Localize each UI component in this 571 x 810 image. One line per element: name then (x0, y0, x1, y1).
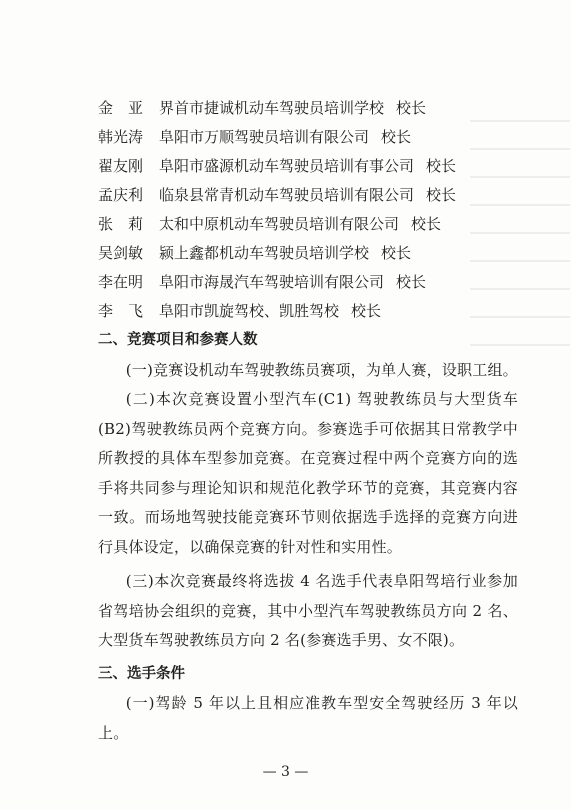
member-title: 校长 (381, 128, 412, 146)
member-name: 孟庆利 (98, 186, 144, 204)
paragraph-driving-experience: (一)驾龄 5 年以上且相应准教车型安全驾驶经历 3 年以上。 (98, 694, 518, 742)
roster-row (98, 239, 538, 268)
roster-row (98, 152, 538, 181)
member-title: 校长 (426, 157, 457, 175)
member-organization: 阜阳市盛源机动车驾驶员培训有事公司 (159, 157, 415, 175)
roster-row (98, 181, 538, 210)
member-name: 翟友刚 (98, 157, 144, 175)
member-name: 张 莉 (98, 215, 144, 233)
member-title: 校长 (381, 244, 412, 262)
committee-roster (98, 94, 538, 326)
member-organization: 太和中原机动车驾驶员培训有限公司 (159, 215, 400, 233)
roster-row (98, 94, 538, 123)
member-organization: 界首市捷诚机动车驾驶员培训学校 (159, 99, 385, 117)
member-name: 吴剑敏 (98, 244, 144, 262)
member-organization: 颍上鑫都机动车驾驶员培训学校 (159, 244, 370, 262)
member-name: 李 飞 (98, 302, 144, 320)
member-title: 校长 (396, 273, 427, 291)
member-title: 校长 (411, 215, 442, 233)
member-title: 校长 (351, 302, 382, 320)
paragraph-event-setup: (一)竞赛设机动车驾驶教练员赛项，为单人赛，设职工组。 (125, 360, 518, 379)
roster-row (98, 210, 538, 239)
member-organization: 阜阳市万顺驾驶员培训有限公司 (159, 128, 370, 146)
member-organization: 阜阳市海晟汽车驾驶培训有限公司 (159, 273, 385, 291)
roster-row (98, 268, 538, 297)
roster-row (98, 123, 538, 152)
page-number: — 3 — (262, 764, 309, 780)
member-title: 校长 (396, 99, 427, 117)
member-title: 校长 (426, 186, 457, 204)
member-name: 韩光涛 (98, 128, 144, 146)
section-heading-eligibility: 三、选手条件 (98, 665, 185, 682)
paragraph-competition-directions: (二)本次竞赛设置小型汽车(C1) 驾驶教练员与大型货车(B2)驾驶教练员两个竞赛方向。参赛选手可依据其日常教学中所教授的具体车型参加竞赛。在竞赛过程中两个竞赛方向的选手将共同参与理论知识和规范化教学环节的竞赛，其竞赛内容一致。而场地驾驶技能竞赛环节则依据选手选择的竞赛方向进行具体设定，以确保竞赛的针对性和实用性。 (98, 390, 518, 556)
section-heading-events: 二、竞赛项目和参赛人数 (98, 332, 258, 348)
member-name: 金 亚 (98, 99, 144, 117)
document-body (98, 326, 518, 748)
roster-row (98, 297, 538, 326)
member-organization: 阜阳市凯旋驾校、凯胜驾校 (159, 302, 340, 320)
member-name: 李在明 (98, 273, 144, 291)
paragraph-selection-quota: (三)本次竞赛最终将选拔 4 名选手代表阜阳驾培行业参加省驾培协会组织的竞赛，其中小型汽车驾驶教练员方向 2 名、大型货车驾驶教练员方向 2 名(参赛选手男、女不限)。 (98, 572, 518, 649)
member-organization: 临泉县常青机动车驾驶员培训有限公司 (159, 186, 415, 204)
